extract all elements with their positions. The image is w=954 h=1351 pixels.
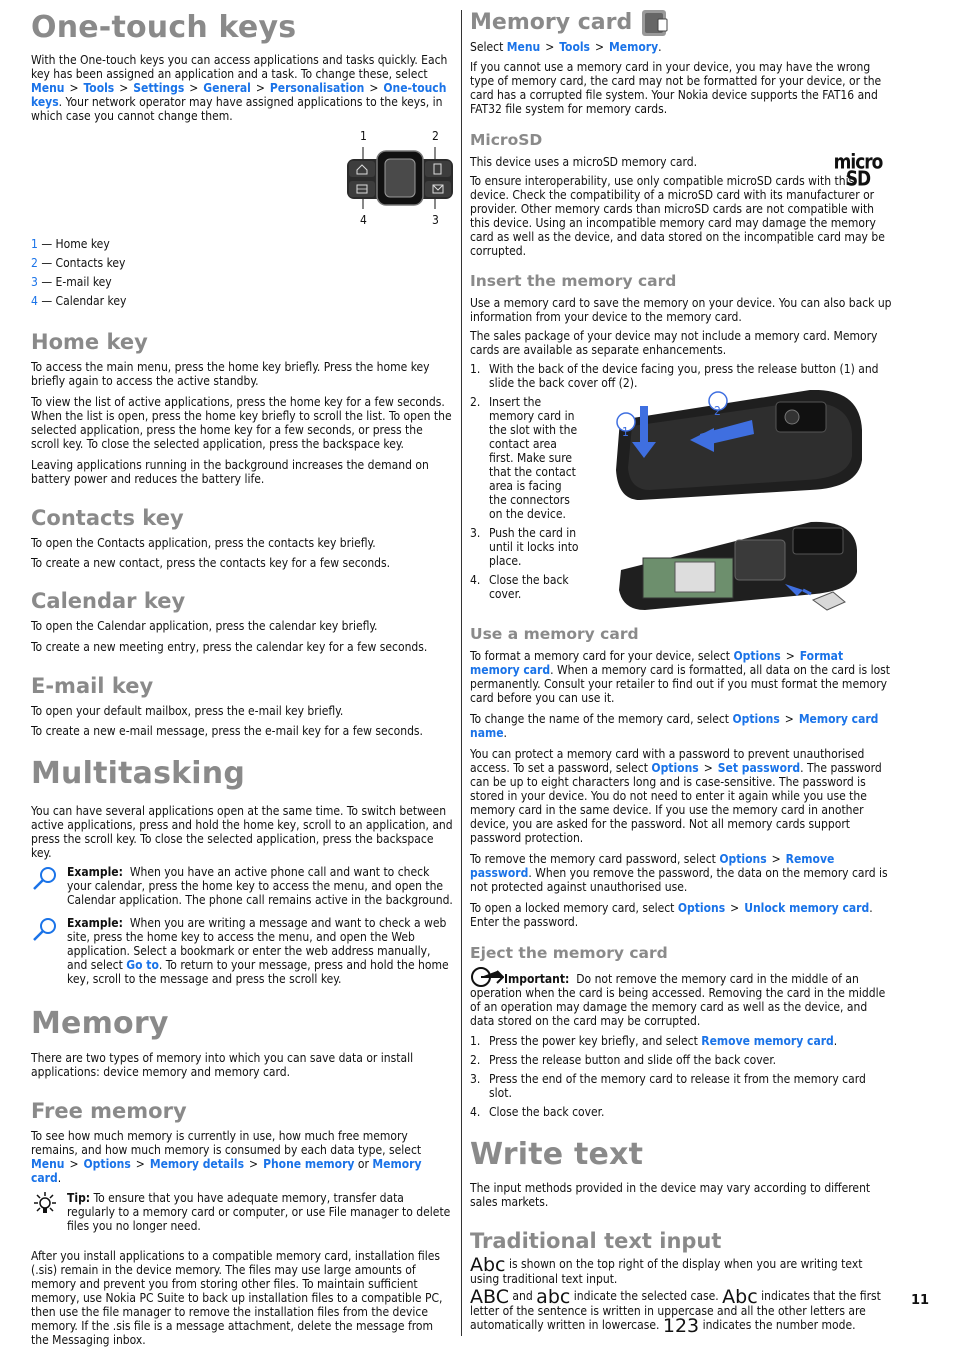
use-p1: To format a memory card for your device, select Options > Format memory card. When a memory card is formatted, all data on the card is lost permanently. Consult your retailer to find out if you must format the memory card before you can use it. xyxy=(470,649,891,705)
right-column xyxy=(470,8,892,1337)
insert-step: 3. Push the card in until it locks into place. xyxy=(470,526,579,568)
link-memory[interactable]: Memory xyxy=(609,40,659,54)
link-menu[interactable]: Menu xyxy=(31,1157,65,1171)
tip-note: Tip: To ensure that you have adequate memory, transfer data regularly to a memory card or computer, or use File manager to delete files you no longer need. xyxy=(31,1191,453,1233)
link-unlock-memory-card[interactable]: Unlock memory card xyxy=(744,901,870,915)
insert-step: 4. Close the back cover. xyxy=(470,573,569,601)
one-touch-intro: With the One-touch keys you can access applications and tasks quickly. Each key has been assigned an application and a task. To change these, select Menu > Tools > Settings > General > Personalisation > One-touch keys. Your network operator may have assigned applications to the keys, in which case you cannot change them. xyxy=(31,53,448,123)
legend-item: 2 — Contacts key xyxy=(31,256,126,270)
callout-3: 3 xyxy=(432,213,439,227)
link-options[interactable]: Options xyxy=(651,761,699,775)
heading-multitasking: Multitasking xyxy=(31,756,246,791)
contacts-key-p2: To create a new contact, press the contacts key for a few seconds. xyxy=(31,556,391,570)
important-note: Important: Do not remove the memory card in the middle of an operation when the card is being accessed. Removing the card in the middle of an operation may damage the memory card as well as the device, and data stored on the card may be corrupted. xyxy=(470,968,892,1028)
number-mode-indicator: 123 xyxy=(662,1315,700,1337)
page-number: 11 xyxy=(911,1293,930,1308)
heading-write-text: Write text xyxy=(470,1137,644,1172)
heading-memory-card: Memory card xyxy=(470,10,633,35)
legend-item: 4 — Calendar key xyxy=(31,294,127,308)
use-p2: To change the name of the memory card, select Options > Memory card name. xyxy=(470,712,879,740)
key-legend-list xyxy=(31,235,453,311)
link-personalisation[interactable]: Personalisation xyxy=(269,81,365,95)
link-set-password[interactable]: Set password xyxy=(717,761,801,775)
lightbulb-icon xyxy=(31,1191,67,1233)
email-key-p1: To open your default mailbox, press the e-mail key briefly. xyxy=(31,704,344,718)
contacts-key-p1: To open the Contacts application, press the contacts key briefly. xyxy=(31,536,376,550)
phone-card-slot-illustration xyxy=(615,518,865,614)
link-go-to[interactable]: Go to xyxy=(126,958,159,972)
use-p3: You can protect a memory card with a password to prevent unauthorised access. To set a password, select Options > Set password. The password can be up to eight characters long and is case-sensitive. The password is stored in your device. You do not need to enter it again while you use the memory card in the same device. If you use the memory card in another device, you are asked for the password. Not all memory cards support password protection. xyxy=(470,747,882,845)
link-memory-card-name[interactable]: Memory card name xyxy=(470,712,879,740)
link-options[interactable]: Options xyxy=(733,649,781,663)
memory-card-icon xyxy=(640,9,670,37)
link-menu[interactable]: Menu xyxy=(506,40,541,54)
heading-eject-memory-card: Eject the memory card xyxy=(470,944,668,962)
traditional-p2: ABC and abc indicate the selected case. Abc indicates that the first letter of the sentence is written in uppercase and all the other letters are automatically written in lowercase. 123 indicates the number mode. xyxy=(470,1286,881,1337)
callout-1: 1 xyxy=(360,129,367,143)
link-format-memory-card[interactable]: Format memory card xyxy=(470,649,844,677)
memory-card-path: Select Menu > Tools > Memory. xyxy=(470,40,662,54)
link-options[interactable]: Options xyxy=(677,901,726,915)
callout-4: 4 xyxy=(360,213,367,227)
heading-traditional-text-input: Traditional text input xyxy=(470,1229,722,1253)
heading-one-touch-keys: One-touch keys xyxy=(31,10,297,45)
free-memory-p1: To see how much memory is currently in use, how much free memory remains, and how much memory is consumed by each data type, select Menu > Options > Memory details > Phone memory or Memory card. xyxy=(31,1129,422,1185)
eject-step: 4. Close the back cover. xyxy=(470,1105,605,1119)
insert-steps xyxy=(470,362,892,390)
eject-step: 1. Press the power key briefly, and select Remove memory card. xyxy=(470,1034,838,1048)
sentence-case-indicator: Abc xyxy=(722,1286,758,1308)
uppercase-indicator: ABC xyxy=(470,1286,509,1308)
column-divider xyxy=(461,10,462,1336)
heading-insert-memory-card: Insert the memory card xyxy=(470,272,677,290)
illustration-callout-1: 1 xyxy=(622,425,629,439)
link-general[interactable]: General xyxy=(203,81,251,95)
magnifier-icon xyxy=(31,916,67,986)
use-p5: To open a locked memory card, select Options > Unlock memory card. Enter the password. xyxy=(470,901,873,929)
link-remove-password[interactable]: Remove password xyxy=(470,852,835,880)
use-p4: To remove the memory card password, select Options > Remove password. When you remove the password, the data on the memory card is not protected against unauthorised use. xyxy=(470,852,888,894)
write-text-p1: The input methods provided in the device may vary according to different sales markets. xyxy=(470,1181,871,1209)
calendar-key-p2: To create a new meeting entry, press the calendar key for a few seconds. xyxy=(31,640,428,654)
link-tools[interactable]: Tools xyxy=(83,81,115,95)
abc-mode-indicator: Abc xyxy=(470,1254,506,1276)
eject-step: 3. Press the end of the memory card to release it from the memory card slot. xyxy=(470,1072,866,1100)
free-memory-p2: After you install applications to a compatible memory card, installation files (.sis) remain in the device memory. The files may use large amounts of memory and prevent you from storing other files. To maintain sufficient memory, use Nokia PC Suite to back up installation files to a compatible PC, then use the file manager to remove the installation files from the device memory. If the .sis file is a message attachment, delete the message from the Messaging inbox. xyxy=(31,1249,443,1347)
home-key-p3: Leaving applications running in the background increases the demand on battery power and reduces the battery life. xyxy=(31,458,429,486)
eject-steps xyxy=(470,1034,892,1119)
insert-step: 2. Insert the memory card in the slot with the contact area first. Make sure that the contact area is facing the connectors on the device. xyxy=(470,395,578,521)
heading-calendar-key: Calendar key xyxy=(31,589,186,613)
heading-home-key: Home key xyxy=(31,330,148,354)
heading-microsd: MicroSD xyxy=(470,131,543,149)
heading-memory: Memory xyxy=(31,1006,169,1041)
heading-free-memory: Free memory xyxy=(31,1099,187,1123)
link-memory-card[interactable]: Memory card xyxy=(31,1157,422,1185)
important-icon xyxy=(470,966,504,988)
link-remove-memory-card[interactable]: Remove memory card xyxy=(701,1034,834,1048)
link-options[interactable]: Options xyxy=(83,1157,131,1171)
microsd-logo: micro SD xyxy=(833,150,883,192)
callout-2: 2 xyxy=(432,129,439,143)
insert-p1: Use a memory card to save the memory on your device. You can also back up information from your device to the memory card. xyxy=(470,296,892,324)
home-key-p2: To view the list of active applications, press the home key for a few seconds. When the list is open, press the home key briefly to scroll the list. To open the selected application, press the home key for a few seconds, or press the scroll key. To close the selected application, press the backspace key. xyxy=(31,395,452,451)
legend-item: 1 — Home key xyxy=(31,237,110,251)
eject-step: 2. Press the release button and slide off the back cover. xyxy=(470,1053,777,1067)
link-menu[interactable]: Menu xyxy=(31,81,65,95)
memory-card-p1: If you cannot use a memory card in your device, you may have the wrong type of memory card, the card may not be formatted for your device, or the card has a corrupted file system. Your Nokia device supports the FAT16 and FAT32 file system for memory cards. xyxy=(470,60,882,116)
illustration-callout-2: 2 xyxy=(714,404,721,418)
memory-p1: There are two types of memory into which you can save data or install applications: device memory and memory card. xyxy=(31,1051,414,1079)
traditional-p1: Abc is shown on the top right of the display when you are writing text using traditional text input. xyxy=(470,1254,863,1286)
one-touch-keys-diagram xyxy=(31,127,453,231)
link-memory-details[interactable]: Memory details xyxy=(149,1157,245,1171)
link-settings[interactable]: Settings xyxy=(133,81,185,95)
insert-step: 1. With the back of the device facing you, press the release button (1) and slide the back cover off (2). xyxy=(470,362,879,390)
insert-p2: The sales package of your device may not include a memory card. Memory cards are available as separate enhancements. xyxy=(470,329,878,357)
microsd-p2: To ensure interoperability, use only compatible microSD cards with this device. Check the compatibility of a microSD card with its manufacturer or provider. Other memory cards than microSD cards are not compatible with this device. Using an incompatible memory card may damage the memory card as well as the device, and data stored on the incompatible card may be corrupted. xyxy=(470,174,885,258)
legend-item: 3 — E-mail key xyxy=(31,275,112,289)
email-key-p2: To create a new e-mail message, press the e-mail key for a few seconds. xyxy=(31,724,423,738)
keypad-illustration xyxy=(345,147,455,209)
heading-use-memory-card: Use a memory card xyxy=(470,625,639,643)
calendar-key-p1: To open the Calendar application, press the calendar key briefly. xyxy=(31,619,378,633)
magnifier-icon xyxy=(31,865,67,907)
example-note-1: Example: When you have an active phone call and want to check your calendar, press the home key to access the menu, and open the Calendar application. The phone call remains active in the background. xyxy=(31,865,453,907)
phone-back-cover-illustration xyxy=(610,390,866,508)
example-note-2: Example: When you are writing a message and want to check a web site, press the home key to access the menu, and open the Web application. Select a bookmark or enter the web address manually, and select Go to. To return to your message, press and hold the home key, scroll to the message and press the scroll key. xyxy=(31,916,453,986)
multitasking-p1: You can have several applications open at the same time. To switch between active applications, press and hold the home key, scroll to an application, and press the scroll key. To close the selected application, press the backspace key. xyxy=(31,804,453,860)
left-column xyxy=(31,8,453,1347)
link-one-touch-keys[interactable]: One-touch keys xyxy=(31,81,447,109)
link-phone-memory[interactable]: Phone memory xyxy=(263,1157,355,1171)
heading-contacts-key: Contacts key xyxy=(31,506,184,530)
link-options[interactable]: Options xyxy=(719,852,767,866)
link-tools[interactable]: Tools xyxy=(559,40,590,54)
home-key-p1: To access the main menu, press the home key briefly. Press the home key briefly again to access the active standby. xyxy=(31,360,430,388)
lowercase-indicator: abc xyxy=(536,1286,571,1308)
link-options[interactable]: Options xyxy=(732,712,780,726)
heading-email-key: E-mail key xyxy=(31,674,154,698)
microsd-p1: This device uses a microSD memory card. xyxy=(470,155,698,169)
